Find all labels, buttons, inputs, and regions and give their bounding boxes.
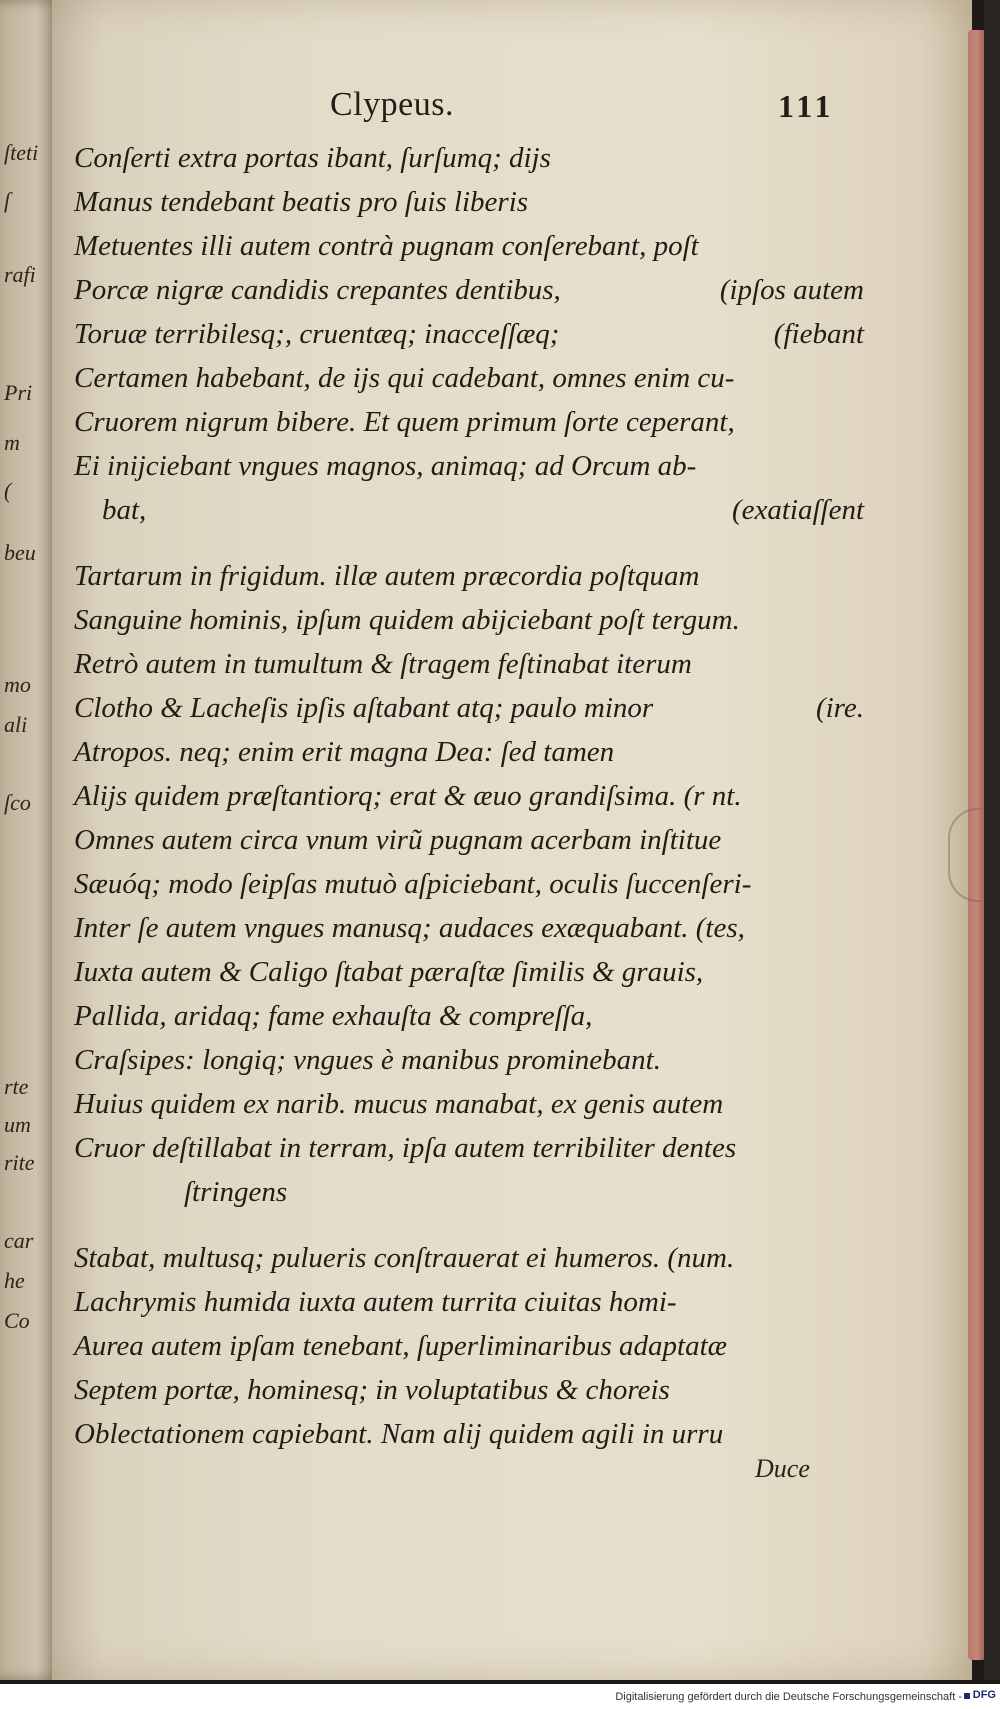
verse-line bbox=[74, 312, 864, 356]
verse-line bbox=[74, 1368, 864, 1412]
verse-line bbox=[74, 818, 864, 862]
verse-line-text: Alijs quidem præſtantiorq; erat & æuo grandiſsima. (r nt. bbox=[74, 780, 742, 812]
margin-fragment: ali bbox=[4, 712, 28, 737]
verse-line bbox=[74, 1126, 864, 1170]
verse-line-text: Manus tendebant beatis pro ſuis liberis bbox=[74, 186, 529, 218]
margin-fragment: Co bbox=[4, 1308, 30, 1333]
verse-line-text: Retrò autem in tumultum & ſtragem feſtinabat iterum bbox=[74, 648, 692, 680]
stanza-gap bbox=[74, 532, 864, 554]
verse-line-text: Porcæ nigræ candidis crepantes dentibus, bbox=[74, 274, 561, 306]
verse-line bbox=[74, 268, 864, 312]
verse-line bbox=[74, 444, 864, 488]
dfg-logo: DFG bbox=[972, 1689, 996, 1701]
margin-fragment: m bbox=[4, 430, 20, 455]
margin-fragment: car bbox=[4, 1228, 34, 1253]
verse-line bbox=[74, 906, 864, 950]
verse-line-text: Huius quidem ex narib. mucus manabat, ex genis autem bbox=[74, 1088, 724, 1120]
verse-line bbox=[74, 774, 864, 818]
margin-fragment: rafi bbox=[4, 262, 36, 287]
verse-line-text: Sæuóq; modo ſeipſas mutuò aſpiciebant, oculis ſuccenſeri- bbox=[74, 868, 752, 900]
running-head: Clypeus. bbox=[330, 86, 454, 123]
verse-line bbox=[74, 554, 864, 598]
verse-line bbox=[74, 224, 864, 268]
margin-fragment: rte bbox=[4, 1074, 29, 1099]
verse-line-text: Omnes autem circa vnum virũ pugnam acerbam inſtitue bbox=[74, 824, 722, 856]
dfg-logo-icon bbox=[964, 1693, 970, 1699]
book-cover-edge bbox=[984, 0, 1000, 1680]
verse-line bbox=[74, 598, 864, 642]
verse-line bbox=[74, 1170, 864, 1214]
margin-fragment: ſco bbox=[4, 790, 31, 815]
verse-line bbox=[74, 994, 864, 1038]
verse-line-text: Oblectationem capiebant. Nam alij quidem agili in urru bbox=[74, 1418, 724, 1450]
margin-fragment: he bbox=[4, 1268, 25, 1293]
stanza-gap bbox=[74, 1214, 864, 1236]
verse-line-text: Atropos. neq; enim erit magna Dea: ſed tamen bbox=[74, 736, 615, 768]
turnover-text: (ire. bbox=[815, 692, 864, 724]
verse-line bbox=[74, 1324, 864, 1368]
margin-fragment: ſ bbox=[4, 188, 11, 213]
footer-credit: Digitalisierung gefördert durch die Deutsche Forschungsgemeinschaft - bbox=[615, 1691, 962, 1703]
turnover-text: (fiebant bbox=[773, 318, 864, 350]
verse-line bbox=[74, 686, 864, 730]
verse-line bbox=[74, 950, 864, 994]
verse-line-text: Inter ſe autem vngues manusq; audaces exæquabant. (tes, bbox=[74, 912, 745, 944]
catchword: Duce bbox=[755, 1454, 810, 1483]
verse-line bbox=[74, 1038, 864, 1082]
verse-line-text: Clotho & Lacheſis ipſis aſtabant atq; paulo minor bbox=[74, 692, 654, 724]
verse-line-text: Septem portæ, hominesq; in voluptatibus & choreis bbox=[74, 1374, 670, 1406]
margin-fragment: ( bbox=[4, 478, 12, 503]
verse-line bbox=[74, 730, 864, 774]
verse-line-text: Stabat, multusq; pulueris conſtrauerat ei humeros. (num. bbox=[74, 1242, 735, 1274]
page-number: 111 bbox=[778, 88, 835, 124]
verse-line bbox=[74, 136, 864, 180]
verse-line-text: Certamen habebant, de ijs qui cadebant, omnes enim cu- bbox=[74, 362, 735, 394]
verse-line-text: Cruor deſtillabat in terram, ipſa autem terribiliter dentes bbox=[74, 1132, 737, 1164]
verse-line-text: ſtringens bbox=[184, 1176, 288, 1208]
previous-page-edge bbox=[0, 0, 60, 1680]
verse-line bbox=[74, 642, 864, 686]
verse-text bbox=[74, 136, 864, 1456]
verse-line-text: Conſerti extra portas ibant, ſurſumq; dijs bbox=[74, 142, 551, 174]
verse-line-text: Metuentes illi autem contrà pugnam conſerebant, poſt bbox=[74, 230, 699, 262]
verse-line-text: Toruæ terribilesq;, cruentæq; inacceſſæq; bbox=[74, 318, 560, 350]
verse-line bbox=[74, 356, 864, 400]
turnover-text: (exatiaſſent bbox=[731, 494, 864, 526]
turnover-text: (ipſos autem bbox=[719, 274, 864, 306]
page-clip-mark bbox=[948, 808, 982, 902]
margin-fragment: mo bbox=[4, 672, 31, 697]
verse-line-text: Craſsipes: longiq; vngues è manibus prominebant. bbox=[74, 1044, 661, 1076]
verse-line-text: Lachrymis humida iuxta autem turrita ciuitas homi- bbox=[74, 1286, 677, 1318]
digitization-footer bbox=[0, 1684, 1000, 1709]
margin-fragment: beu bbox=[4, 540, 36, 565]
verse-line bbox=[74, 1280, 864, 1324]
verse-line bbox=[74, 862, 864, 906]
verse-line-text: Tartarum in frigidum. illæ autem præcordia poſtquam bbox=[74, 560, 700, 592]
margin-fragment: um bbox=[4, 1112, 31, 1137]
verse-line-text: Cruorem nigrum bibere. Et quem primum ſorte ceperant, bbox=[74, 406, 735, 438]
verse-line-text: Iuxta autem & Caligo ſtabat pæraſtæ ſimilis & grauis, bbox=[74, 956, 704, 988]
verse-line-text: bat, bbox=[102, 494, 147, 526]
margin-fragment: rite bbox=[4, 1150, 35, 1175]
margin-fragment: ſteti bbox=[4, 140, 39, 165]
verse-line bbox=[74, 400, 864, 444]
verse-line bbox=[74, 180, 864, 224]
verse-line bbox=[74, 488, 864, 532]
verse-line-text: Ei inijciebant vngues magnos, animaq; ad Orcum ab- bbox=[74, 450, 697, 482]
verse-line-text: Pallida, aridaq; fame exhauſta & compreſſa, bbox=[74, 1000, 593, 1032]
verse-line-text: Aurea autem ipſam tenebant, ſuperliminaribus adaptatæ bbox=[74, 1330, 727, 1362]
verse-line-text: Sanguine hominis, ipſum quidem abijciebant poſt tergum. bbox=[74, 604, 740, 636]
margin-fragment: Pri bbox=[4, 380, 33, 405]
verse-line bbox=[74, 1082, 864, 1126]
verse-line bbox=[74, 1236, 864, 1280]
verse-line bbox=[74, 1412, 864, 1456]
